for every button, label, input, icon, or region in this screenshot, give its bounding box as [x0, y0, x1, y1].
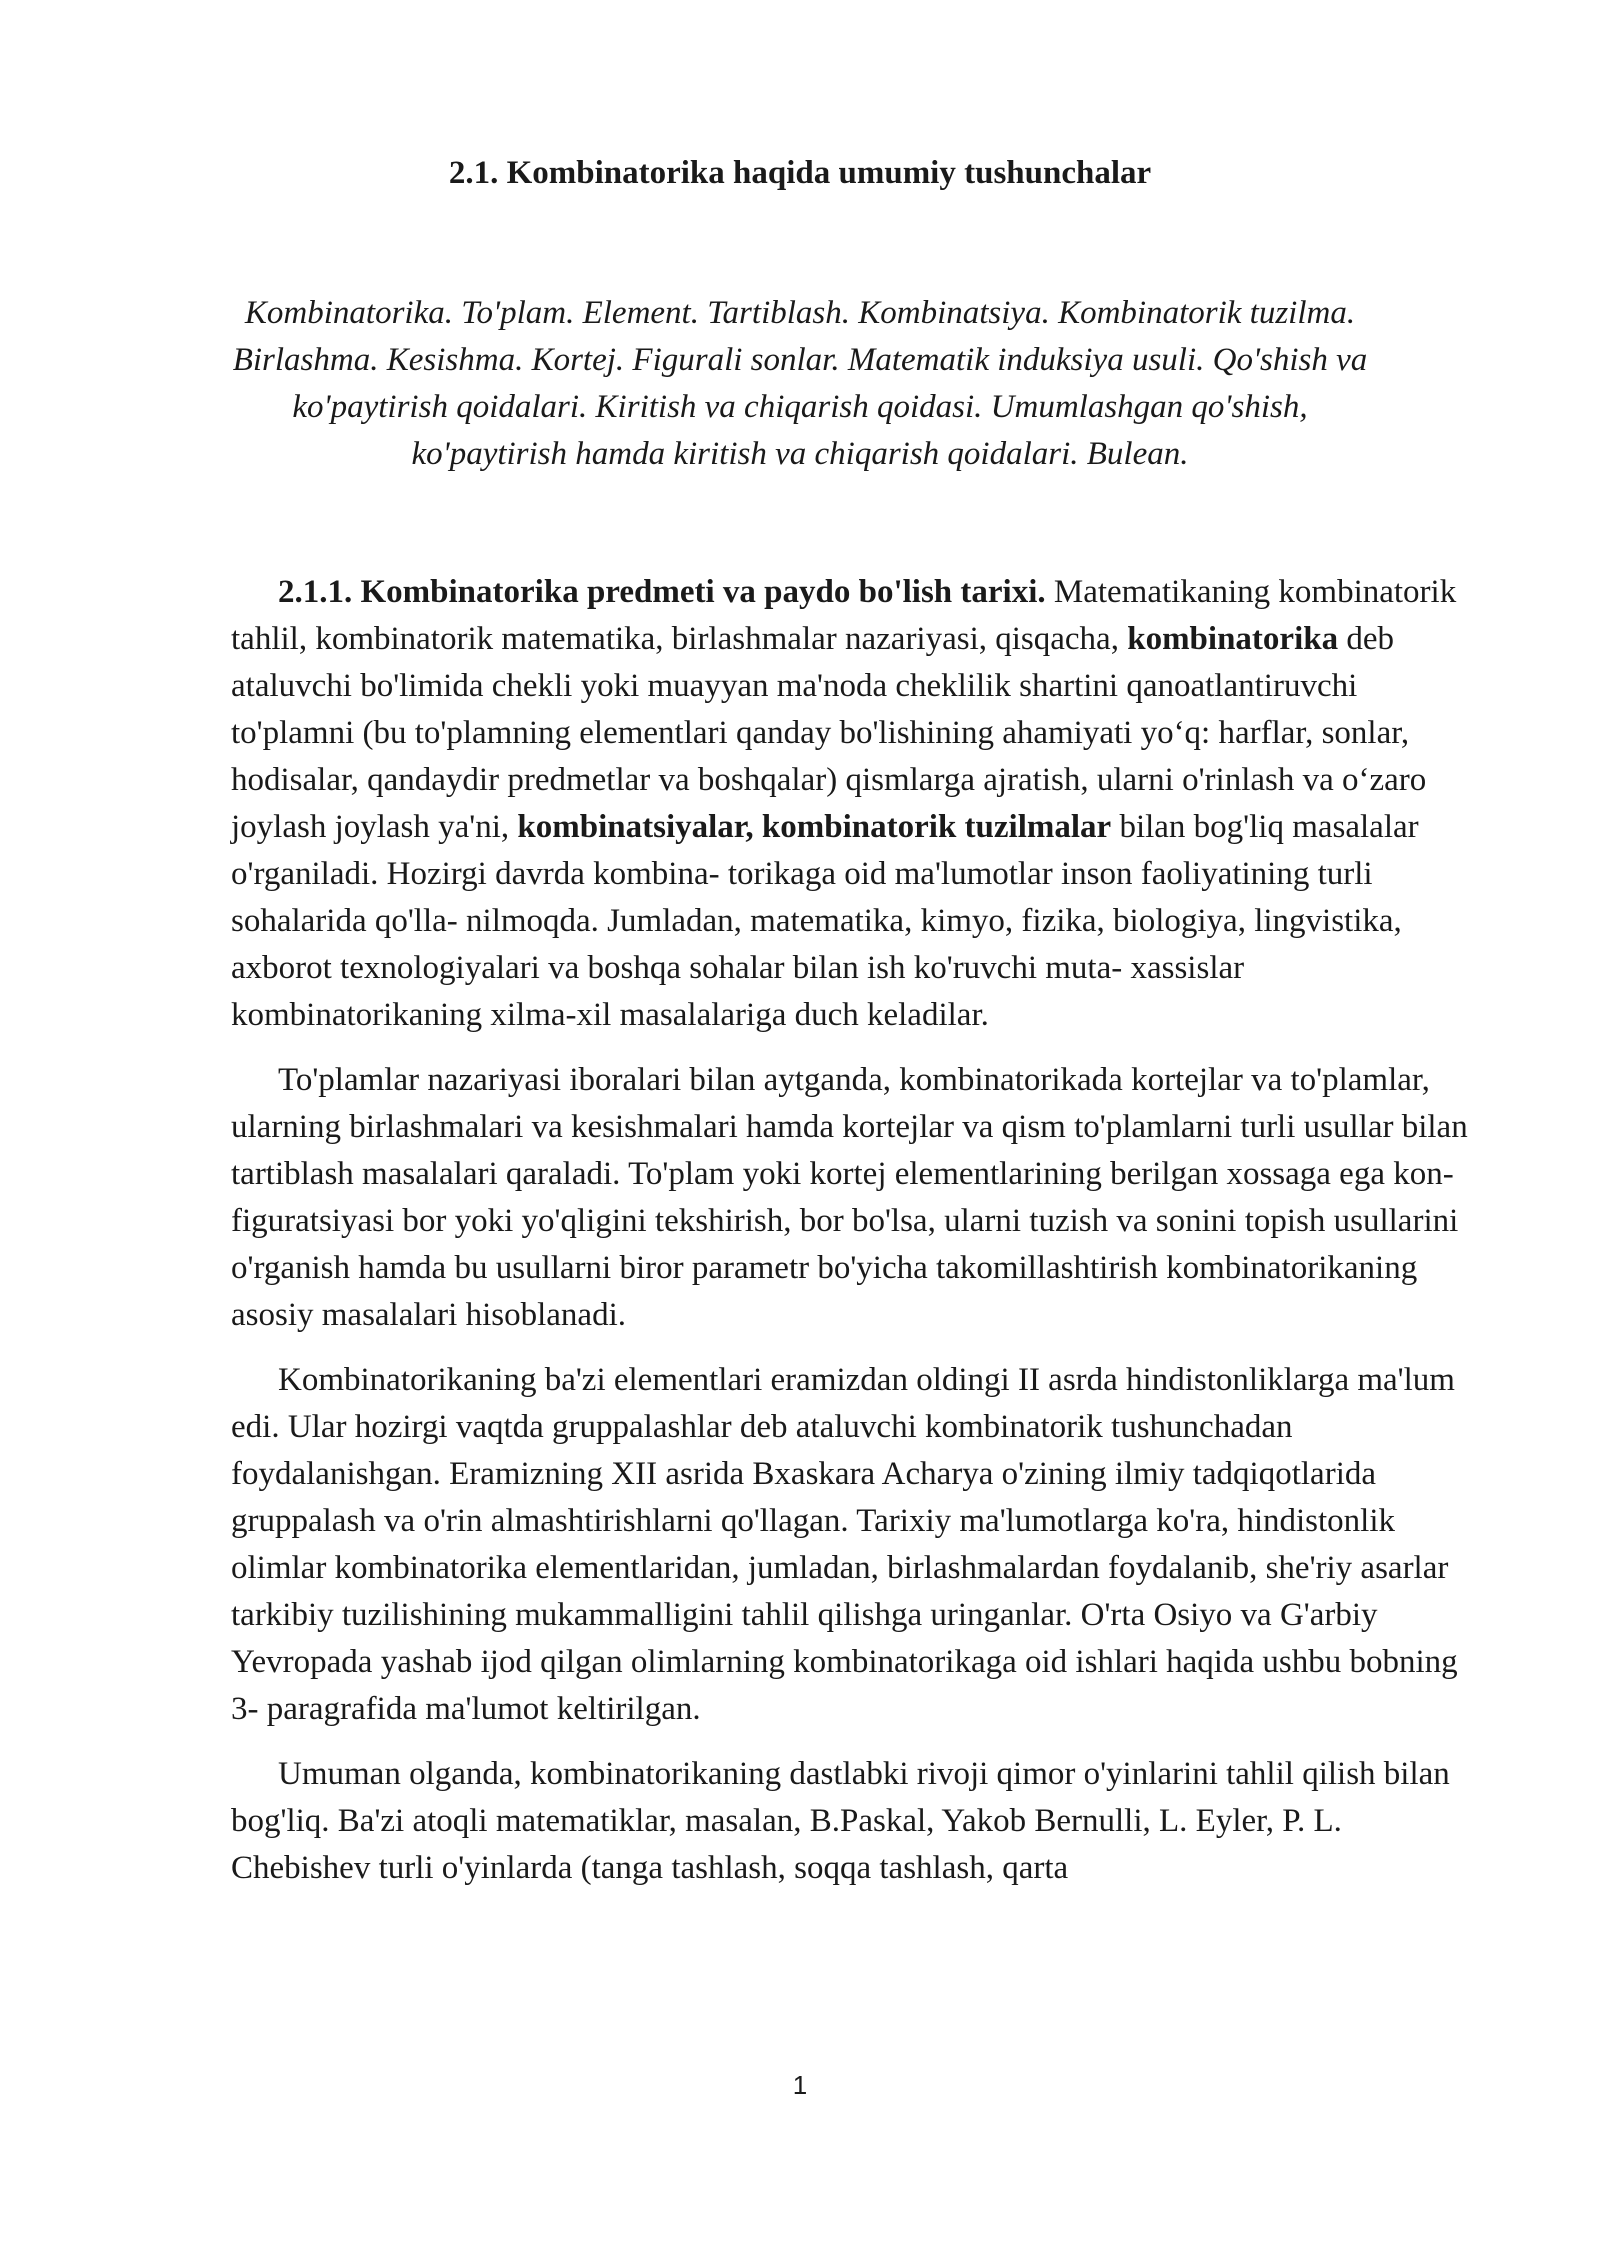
- paragraph-1-text-c: bilan bog'liq masalalar o'rganiladi. Hozirgi davrda kombina- torikaga oid ma'lumotlar inson faoliyatining turli sohalarida qo'lla- nilmoqda. Jumladan, matematika, kimyo, fizika, biologiya, lingvistika, axborot texnologiyalari va boshqa sohalar bilan ish ko'ruvchi muta- xassislar kombinatorikaning xilma-xil masalalariga duch keladilar.: [231, 809, 1419, 1033]
- paragraph-3: Kombinatorikaning ba'zi elementlari eramizdan oldingi II asrda hindistonliklarga ma'lum edi. Ular hozirgi vaqtda gruppalashlar deb ataluvchi kombinatorik tushunchadan foydalanishgan. Eramizning XII asrida Bxaskara Acharya o'zining ilmiy tadqiqotlarida gruppalash va o'rin almashtirishlarni qo'llagan. Tarixiy ma'lumotlarga ko'ra, hindistonlik olimlar kombinatorika elementlaridan, jumladan, birlashmalardan foydalanib, she'riy asarlar tarkibiy tuzilishining mukammalligini tahlil qilishga uringanlar. O'rta Osiyo va G'arbiy Yevropada yashab ijod qilgan olimlarning kombinatorikaga oid ishlari haqida ushbu bobning 3- paragrafida ma'lumot keltirilgan.: [231, 1362, 1458, 1727]
- keywords-list: Kombinatorika. To'plam. Element. Tartiblash. Kombinatsiya. Kombinatorik tuzilma. Birlashma. Kesishma. Kortej. Figurali sonlar. Matematik induksiya usuli. Qo'shish va ko'paytirish qoidalari. Kiritish va chiqarish qoidasi. Umumlashgan qo'shish, ko'paytirish hamda kiritish va chiqarish qoidalari. Bulean.: [232, 295, 1368, 472]
- section-title: 2.1. Kombinatorika haqida umumiy tushunchalar: [448, 155, 1152, 191]
- term-kombinatsiyalar: kombinatsiyalar, kombinatorik tuzilmalar: [517, 809, 1112, 845]
- page-number: 1: [792, 2070, 808, 2100]
- paragraph-1-text-a: Matematikaning kombinatorik tahlil, kombinatorik matematika, birlashmalar nazariyasi, qisqacha,: [231, 574, 1457, 657]
- paragraph-1-text-b: deb ataluvchi bo'limida chekli yoki muayyan ma'noda cheklilik shartini qanoatlantiruvchi to'plamni (bu to'plamning elementlari qanday bo'lishining ahamiyati yo‘q: harflar, sonlar, hodisalar, qandaydir predmetlar va boshqalar) qismlarga ajratish, ularni o'rinlash va o‘zaro joylash joylash ya'ni,: [231, 621, 1427, 845]
- paragraph-1: [231, 569, 1471, 1039]
- paragraph-2: To'plamlar nazariyasi iboralari bilan aytganda, kombinatorikada kortejlar va to'plamlar, ularning birlashmalari va kesishmalari hamda kortejlar va qism to'plamlarni turli usullar bilan tartiblash masalalari qaraladi. To'plam yoki kortej elementlarining berilgan xossaga ega kon- figuratsiyasi bor yoki yo'qligini tekshirish, bor bo'lsa, ularni tuzish va sonini topish usullarini o'rganish hamda bu usullarni biror parametr bo'yicha takomillashtirish kombinatorikaning asosiy masalalari hisoblanadi.: [231, 1062, 1468, 1333]
- term-kombinatorika: kombinatorika: [1127, 621, 1339, 657]
- body-text: [231, 569, 1471, 1910]
- paragraph-4: Umuman olganda, kombinatorikaning dastlabki rivoji qimor o'yinlarini tahlil qilish bilan bog'liq. Ba'zi atoqli matematiklar, masalan, B.Paskal, Yakob Bernulli, L. Eyler, P. L. Chebishev turli o'yinlarda (tanga tashlash, soqqa tashlash, qarta: [231, 1756, 1450, 1886]
- subsection-heading: 2.1.1. Kombinatorika predmeti va paydo bo'lish tarixi.: [278, 574, 1046, 610]
